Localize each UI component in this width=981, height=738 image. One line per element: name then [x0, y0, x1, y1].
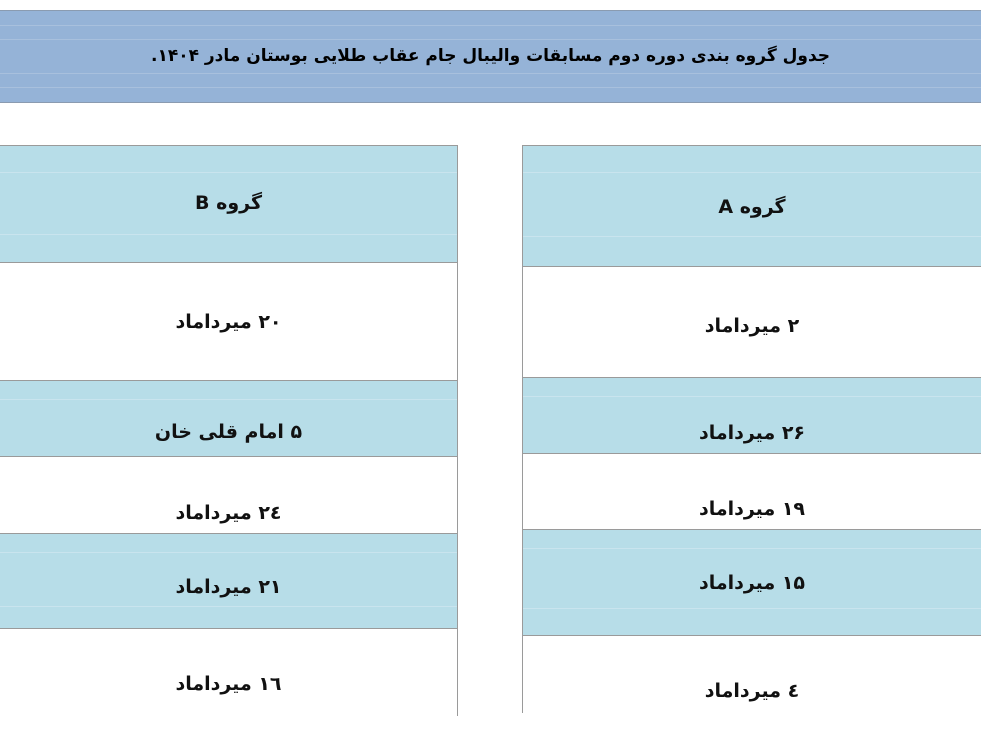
title-banner	[0, 10, 981, 103]
group-a-team-3: ۱۹ میرداماد	[698, 498, 806, 520]
group-b-team-5: ۱٦ میرداماد	[175, 673, 282, 695]
group-b-team-1: ۲۰ میرداماد	[175, 311, 282, 333]
group-a-team-4: ۱۵ میرداماد	[698, 572, 806, 594]
group-a-row	[523, 530, 981, 636]
page-title: جدول گروه بندی دوره دوم مسابقات والیبال جام عقاب طلایی بوستان مادر ۱۴۰۴.	[150, 46, 831, 66]
group-b-row	[0, 381, 457, 457]
group-a-header-label: گروه A	[718, 196, 786, 218]
group-b-row	[0, 629, 457, 716]
group-b-row	[0, 534, 457, 629]
group-b-team-4: ۲۱ میرداماد	[175, 576, 282, 598]
group-b-table	[0, 145, 458, 716]
group-b-team-3: ۲٤ میرداماد	[175, 502, 282, 524]
group-a-table	[522, 145, 981, 713]
group-b-team-2: ۵ امام قلی خان	[154, 421, 303, 443]
group-a-team-5: ٤ میرداماد	[704, 680, 800, 702]
group-b-header	[0, 146, 457, 263]
group-a-row	[523, 454, 981, 530]
group-a-row	[523, 267, 981, 378]
group-a-team-2: ۲۶ میرداماد	[698, 422, 806, 444]
group-a-row	[523, 378, 981, 454]
group-a-row	[523, 636, 981, 713]
group-a-header	[523, 146, 981, 267]
group-a-team-1: ۲ میرداماد	[704, 315, 800, 337]
group-b-row	[0, 263, 457, 381]
group-b-header-label: گروه B	[195, 192, 262, 214]
group-b-row	[0, 457, 457, 534]
